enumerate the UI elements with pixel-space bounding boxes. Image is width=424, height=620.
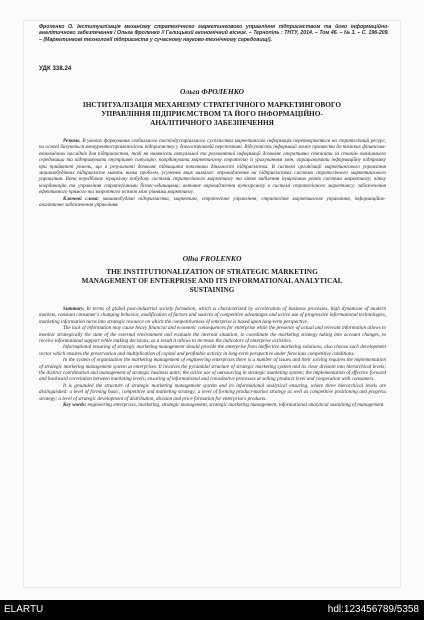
keywords-label-eng: Key words: <box>63 402 87 409</box>
keywords-eng <box>39 402 386 408</box>
author-name-ukr: Ольга ФРОЛЕНКО <box>179 87 245 96</box>
abstract-label-ukr: Резюме. <box>63 138 81 144</box>
abstract-text-ukr: В умовах формування глобального постіндустріального суспільства маркетингова інформація перетворюється на стратегічний ресурс, на основі базуються конкурентоспроможність підприємству у довгостроковій перспективі. Відсутність інформації може призвести до тяжких фінансово-економічних наслідків для підприємства, тоді як наявність актуальної та релевантної інформації дозволяє оперативно стежити за станом зовнішнього середовища та підтримувати внутрішню ситуацію, координувати маркетингову стратегію із урахуванням змін, опрацьовувати інформаційну підтримку при прийнятті рішень, що в результаті дозволяє підвищити показники діяльності підприємства. В системі організації маркетингового управління машинобудівних підприємств мають низка проблем, усунення яких вимагає: впровадження на підприємствах системи стратегічного маркетингового управління. Вона передбачає ієрархічну побудову системи стратегічного маркетингу та чітке виділення ієрархічних рівнів системи маркетингу; чітку координацію та управління стратегічними бізнес-одиницями; активне впровадження аутсорсингу в системі стратегічного маркетингу; забезпечення ефективного прямого та зворотного зв'язків між рівнями маркетингу. <box>39 138 386 196</box>
summary-paragraph-5: It is grounded the structure of strategic marketing management system and its informational analytical ensuring, where three hierarchical levels are distinguished: a level of forming basic, competitive and marketing strategy; a level of forming product-market strategy as well as competitive positioning and progress strategy; a level of strategic development of distribution, division and price formation for enterprise's products. <box>39 382 386 402</box>
keywords-label-ukr: Ключові слова: <box>63 195 100 202</box>
keywords-text-eng: engineering enterprises, marketing, strategic management, strategic marketing management, informational analytical sustaining of management. <box>87 402 385 409</box>
udk-code: УДК 338.24 <box>39 65 72 72</box>
paper-title-eng: THE INSTITUTIONALIZATION OF STRATEGIC MARKETING MANAGEMENT OF ENTERPRISE AND ITS INFORMATIONAL ANALYTICAL SUSTAINING <box>81 267 343 294</box>
summary-eng <box>39 306 386 409</box>
repository-footer-bar <box>0 600 424 620</box>
summary-paragraph-4: In the system of organization the marketing management of engineering enterprises there is a number of issues and their solving requires the implementation of strategic marketing management system at enterprises. It involves the pyramidal structure of strategic marketing system and its clear division into hierarchical levels; the distinct coordination and management of strategic business units; the active use of outsourcing in strategic marketing system; the implementation of effective forward and backward correlation between marketing levels; ensuring of informational and consultative processes at selling products level and cooperation with consumers. <box>39 357 386 383</box>
handle-id: hdl:123456789/5358 <box>327 604 419 615</box>
citation-header: Фроленко О. Інституалізація механізму стратегічного маркетингового управління підприємством та його інформаційно-аналітичного забезпечення / Ольга Фроленко // Галицький економічний вісник. – Тернопіль : ТНТУ, 2014. – Том 46. – № 3. – С. 196-209. – (Маркетингові технології підприємств у сучасному науково-технічному середовищі). <box>39 24 389 43</box>
keywords-ukr <box>39 196 386 209</box>
abstract-ukr <box>39 138 386 208</box>
summary-text-1: In terms of global post-industrial society formation, which is characterized by acceleration of business processes, high dynamism of modern markets, constant consumer's changing behavior, modification of factors and sources of competitive advantages and active use of progressive informational technologies, marketing information turns into strategic resource on which the competitiveness of enterprise is based upon long-term perspective. <box>39 306 386 325</box>
summary-paragraph-2: The lack of information may cause heavy financial and economic consequences for enterprise while the presence of actual and relevant information allows to monitor strategically the state of the external environment and evaluate the internal situation, to coordinate the marketing strategy taking into account changes, to receive informational support while making decisions, as a result it allows to increase the indicators of enterprise activities. <box>39 325 386 345</box>
summary-paragraph-1 <box>39 306 386 325</box>
author-name-eng: Olha FROLENKO <box>182 254 242 263</box>
summary-label-eng: Summary. <box>63 306 85 312</box>
repository-name: ELARTU <box>4 604 44 615</box>
abstract-paragraph-ukr <box>39 138 386 196</box>
paper-title-ukr: ІНСТИТУАЛІЗАЦІЯ МЕХАНІЗМУ СТРАТЕГІЧНОГО МАРКЕТИНГОВОГО УПРАВЛІННЯ ПІДПРИЄМСТВОМ ТА ЙОГО ІНФОРМАЦІЙНО-АНАЛІТИЧНОГО ЗАБЕЗПЕЧЕННЯ <box>82 100 342 127</box>
summary-paragraph-3: Informational ensuring of strategic marketing management should provide the enterprise from ineffective marketing solutions; also choose such development vector which ensures the preservation and multiplication of capital and profitable activity in long-term perspective under ferocious competitive conditions. <box>39 344 386 357</box>
keywords-text-ukr: машинобудівні підприємства, маркетинг, стратегічне управління, стратегічне маркетингове управління, інформаційно-аналітичне забезпечення управління. <box>39 195 386 209</box>
